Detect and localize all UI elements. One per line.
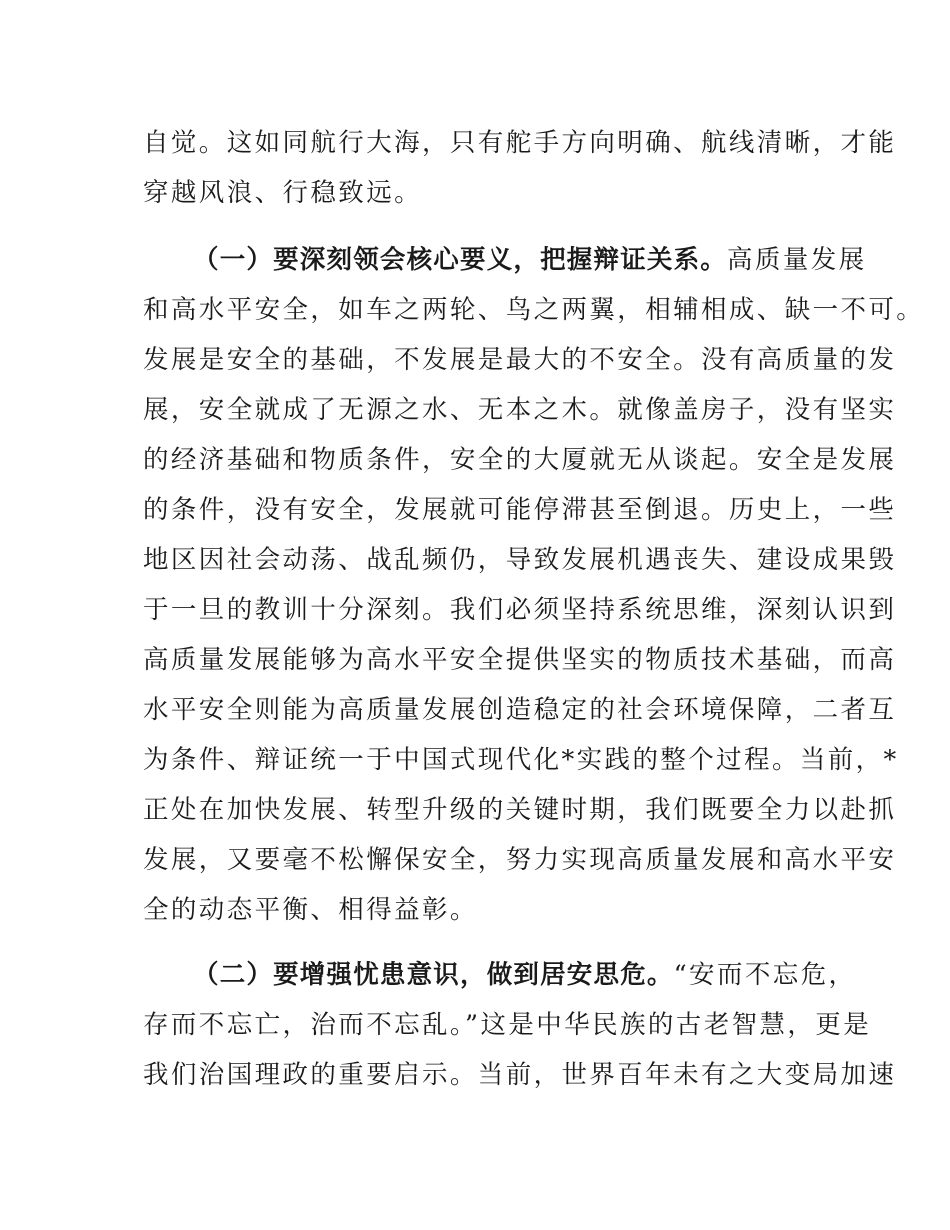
text-line: 正处在加快发展、转型升级的关键时期，我们既要全力以赴抓 — [143, 795, 897, 825]
section-1-first-line-text: 高质量发展 — [727, 245, 867, 275]
text-line: 穿越风浪、行稳致远。 — [143, 178, 423, 208]
section-2-first-line-text: “安而不忘危， — [673, 960, 857, 990]
text-line: 高质量发展能够为高水平安全提供坚实的物质技术基础，而高 — [143, 645, 897, 675]
section-2-heading: （二）要增强忧患意识，做到居安思危。 — [193, 960, 674, 990]
text-line: 自觉。这如同航行大海，只有舵手方向明确、航线清晰，才能 — [143, 128, 897, 158]
text-line: 为条件、辩证统一于中国式现代化*实践的整个过程。当前，* — [143, 745, 899, 775]
text-line: 全的动态平衡、相得益彰。 — [143, 895, 478, 925]
text-line: 发展是安全的基础，不发展是最大的不安全。没有高质量的发 — [143, 345, 897, 375]
text-line: 于一旦的教训十分深刻。我们必须坚持系统思维，深刻认识到 — [143, 595, 897, 625]
text-line: 展，安全就成了无源之水、无本之木。就像盖房子，没有坚实 — [143, 395, 897, 425]
section-1-first-line — [193, 243, 867, 277]
section-1-heading: （一）要深刻领会核心要义，把握辩证关系。 — [193, 245, 728, 275]
text-line: 地区因社会动荡、战乱频仍，导致发展机遇丧失、建设成果毁 — [143, 545, 897, 575]
text-line: 的条件，没有安全，发展就可能停滞甚至倒退。历史上，一些 — [143, 495, 897, 525]
text-line: 水平安全则能为高质量发展创造稳定的社会环境保障，二者互 — [143, 695, 897, 725]
text-line: 我们治国理政的重要启示。当前，世界百年未有之大变局加速 — [143, 1060, 897, 1090]
text-line: 和高水平安全，如车之两轮、鸟之两翼，相辅相成、缺一不可。 — [143, 295, 925, 325]
section-2-first-line — [193, 958, 856, 992]
text-line: 发展，又要毫不松懈保安全，努力实现高质量发展和高水平安 — [143, 845, 897, 875]
text-line: 的经济基础和物质条件，安全的大厦就无从谈起。安全是发展 — [143, 445, 897, 475]
text-line: 存而不忘亡，治而不忘乱。”这是中华民族的古老智慧，更是 — [143, 1010, 872, 1040]
